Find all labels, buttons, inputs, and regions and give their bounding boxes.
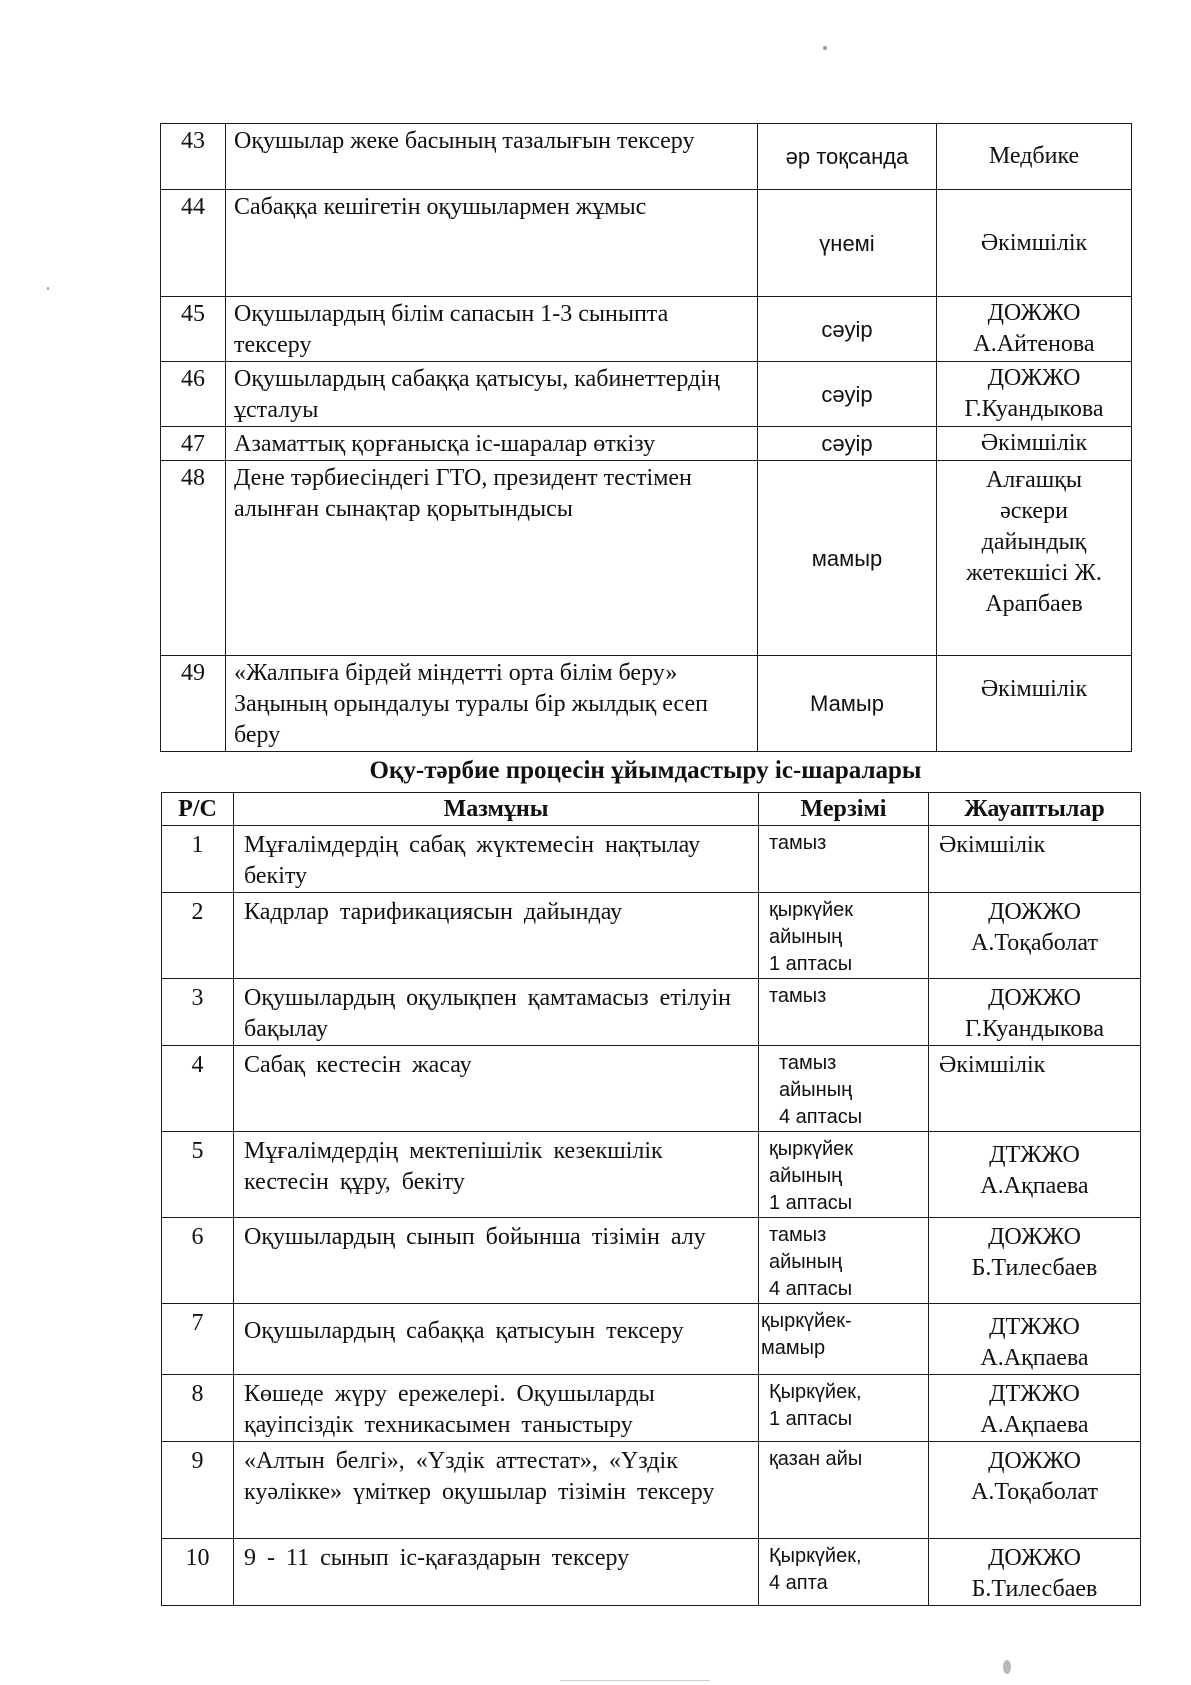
header-responsible: Жауаптылар [929, 793, 1141, 826]
table-row [162, 1218, 1141, 1304]
row-number: 44 [161, 190, 226, 297]
table-row [161, 461, 1132, 656]
activity-responsible: Әкімшілік [937, 427, 1132, 461]
table-row [161, 362, 1132, 427]
table-row [162, 893, 1141, 979]
section-title: Оқу-тәрбие процесін ұйымдастыру іс-шаралары [369, 757, 922, 784]
row-number: 47 [161, 427, 226, 461]
row-number: 6 [162, 1218, 234, 1304]
activity-description: Оқушылардың оқулықпен қамтамасыз етілуін бақылау [234, 979, 759, 1046]
table-row [161, 124, 1132, 190]
row-number: 49 [161, 656, 226, 752]
activity-term: мамыр [758, 461, 937, 656]
header-number: Р/С [162, 793, 234, 826]
table-row [162, 1442, 1141, 1539]
activity-description: Сабақ кестесін жасау [234, 1046, 759, 1132]
activity-term: үнемі [758, 190, 937, 297]
activity-responsible: Алғашқы әскери дайындық жетекшісі Ж. Арапбаев [937, 461, 1132, 656]
activity-responsible: ДТЖЖО А.Ақпаева [929, 1132, 1141, 1218]
activity-description: Дене тәрбиесіндегі ГТО, президент тестімен алынған сынақтар қорытындысы [226, 461, 758, 656]
table-row [162, 1046, 1141, 1132]
activity-description: Кадрлар тарификациясын дайындау [234, 893, 759, 979]
activity-responsible: Медбике [937, 124, 1132, 190]
row-number: 45 [161, 297, 226, 362]
activity-responsible: ДТЖЖО А.Ақпаева [929, 1304, 1141, 1375]
activity-responsible: ДОЖЖО Б.Тилесбаев [929, 1539, 1141, 1606]
activity-description: 9 - 11 сынып іс-қағаздарын тексеру [234, 1539, 759, 1606]
activity-term: әр тоқсанда [758, 124, 937, 190]
table-row [161, 427, 1132, 461]
row-number: 43 [161, 124, 226, 190]
activity-responsible: ДОЖЖО Г.Куандыкова [929, 979, 1141, 1046]
activity-description: Оқушылардың сабаққа қатысуы, кабинеттердің ұсталуы [226, 362, 758, 427]
scan-speck [1003, 1660, 1011, 1674]
scan-speck [47, 287, 49, 290]
row-number: 1 [162, 826, 234, 893]
table-row [161, 656, 1132, 752]
table-row [161, 297, 1132, 362]
activity-description: Мұғалімдердің сабақ жүктемесін нақтылау бекіту [234, 826, 759, 893]
activity-term: тамыз [759, 979, 929, 1046]
activity-responsible: ДОЖЖО А.Тоқаболат [929, 893, 1141, 979]
organization-activities-table [161, 792, 1141, 1606]
row-number: 8 [162, 1375, 234, 1442]
activity-term: қыркүйек- мамыр [759, 1304, 929, 1375]
activity-responsible: Әкімшілік [929, 826, 1141, 893]
activity-term: Мамыр [758, 656, 937, 752]
table-row [162, 979, 1141, 1046]
scan-speck [823, 46, 827, 50]
activity-description: Мұғалімдердің мектепішілік кезекшілік кестесін құру, бекіту [234, 1132, 759, 1218]
activity-term: тамыз айының 4 аптасы [759, 1046, 929, 1132]
activity-responsible: Әкімшілік [937, 190, 1132, 297]
activity-description: Көшеде жүру ережелері. Оқушыларды қауіпсіздік техникасымен таныстыру [234, 1375, 759, 1442]
header-content: Мазмұны [234, 793, 759, 826]
activity-term: сәуір [758, 297, 937, 362]
scan-artifact-line [560, 1680, 710, 1681]
activity-term: сәуір [758, 427, 937, 461]
table-row [162, 1304, 1141, 1375]
header-term: Мерзімі [759, 793, 929, 826]
activity-term: Қыркүйек, 4 апта [759, 1539, 929, 1606]
row-number: 3 [162, 979, 234, 1046]
table-row [162, 1132, 1141, 1218]
row-number: 4 [162, 1046, 234, 1132]
row-number: 2 [162, 893, 234, 979]
activity-term: тамыз айының 4 аптасы [759, 1218, 929, 1304]
table-row [162, 826, 1141, 893]
table-row [161, 190, 1132, 297]
activity-description: Оқушылардың білім сапасын 1-3 сыныпта тексеру [226, 297, 758, 362]
row-number: 46 [161, 362, 226, 427]
activity-responsible: ДТЖЖО А.Ақпаева [929, 1375, 1141, 1442]
table-row [162, 1375, 1141, 1442]
activity-description: «Жалпыға бірдей міндетті орта білім беру» Заңының орындалуы туралы бір жылдық есеп беру [226, 656, 758, 752]
activity-term: тамыз [759, 826, 929, 893]
row-number: 10 [162, 1539, 234, 1606]
activity-term: сәуір [758, 362, 937, 427]
activity-description: Сабаққа кешігетін оқушылармен жұмыс [226, 190, 758, 297]
activity-term: Қыркүйек, 1 аптасы [759, 1375, 929, 1442]
activities-table-continued [160, 123, 1132, 752]
activity-description: Оқушылар жеке басының тазалығын тексеру [226, 124, 758, 190]
activity-description: Азаматтық қорғанысқа іс-шаралар өткізу [226, 427, 758, 461]
activity-responsible: Әкімшілік [929, 1046, 1141, 1132]
activity-responsible: ДОЖЖО Г.Куандыкова [937, 362, 1132, 427]
activity-term: қыркүйек айының 1 аптасы [759, 893, 929, 979]
table-header-row [162, 793, 1141, 826]
activity-responsible: ДОЖЖО Б.Тилесбаев [929, 1218, 1141, 1304]
activity-description: «Алтын белгі», «Үздік аттестат», «Үздік куәлікке» үміткер оқушылар тізімін тексеру [234, 1442, 759, 1539]
activity-responsible: ДОЖЖО А.Тоқаболат [929, 1442, 1141, 1539]
activity-responsible: Әкімшілік [937, 656, 1132, 752]
activity-description: Оқушылардың сабаққа қатысуын тексеру [234, 1304, 759, 1375]
activity-responsible: ДОЖЖО А.Айтенова [937, 297, 1132, 362]
activity-description: Оқушылардың сынып бойынша тізімін алу [234, 1218, 759, 1304]
activity-term: қыркүйек айының 1 аптасы [759, 1132, 929, 1218]
row-number: 5 [162, 1132, 234, 1218]
row-number: 9 [162, 1442, 234, 1539]
activity-term: қазан айы [759, 1442, 929, 1539]
row-number: 48 [161, 461, 226, 656]
row-number: 7 [162, 1304, 234, 1375]
table-row [162, 1539, 1141, 1606]
